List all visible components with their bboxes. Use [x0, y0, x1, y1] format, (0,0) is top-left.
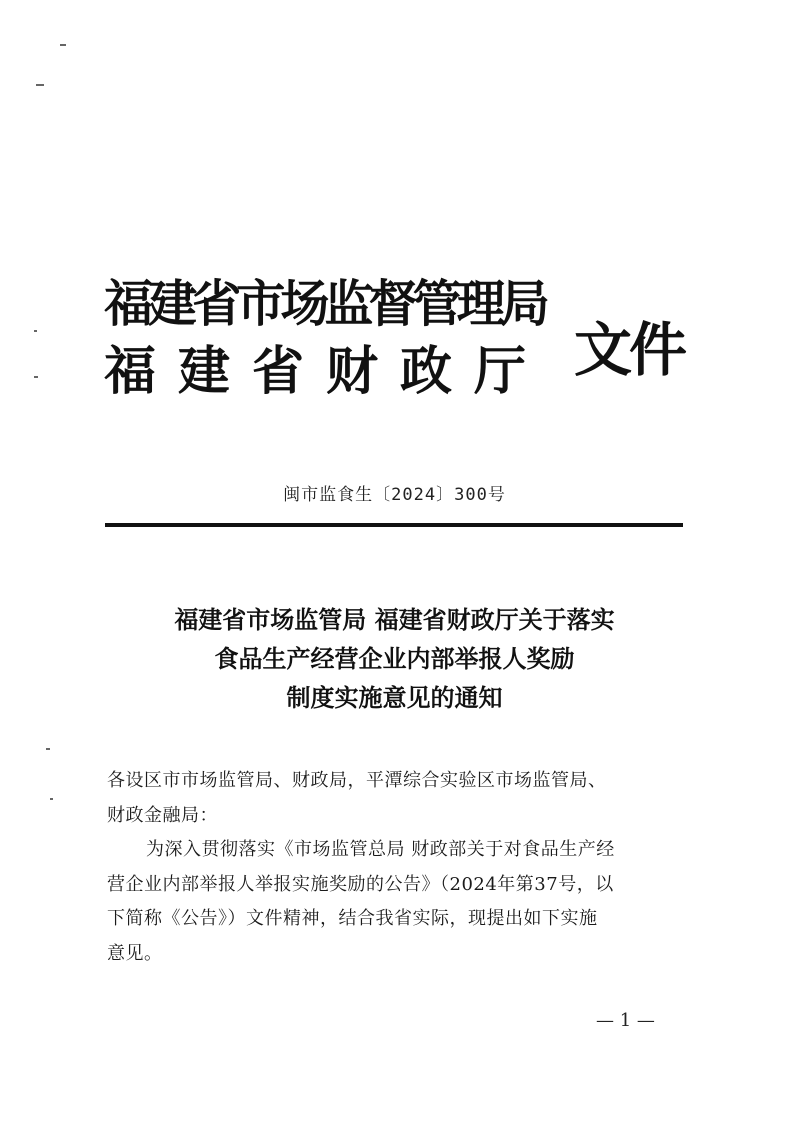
- scan-speck: [34, 330, 37, 332]
- scan-speck: [34, 376, 38, 378]
- document-body: [107, 764, 691, 971]
- paragraph-line: 下简称《公告》）文件精神，结合我省实际，现提出如下实施: [107, 908, 598, 929]
- issuer-name-finance: 福建省财政厅: [104, 341, 549, 402]
- salutation-line: 各设区市市场监管局、财政局，平潭综合实验区市场监管局、: [107, 770, 607, 791]
- page-number: — 1 —: [596, 1010, 655, 1031]
- header-divider: [105, 523, 683, 527]
- salutation-line: 财政金融局：: [107, 804, 218, 826]
- issuer-name-market-regulation: 福建省市场监督管理局: [104, 274, 545, 333]
- scan-speck: [36, 84, 44, 86]
- paragraph-line: 为深入贯彻落实《市场监管总局 财政部关于对食品生产经: [146, 839, 615, 860]
- document-header: [104, 268, 704, 428]
- document-type: 文件: [574, 316, 685, 384]
- paragraph-line: 营企业内部举报人举报实施奖励的公告》（2024年第37号，以: [107, 873, 614, 895]
- title-line: 食品生产经营企业内部举报人奖励: [214, 644, 575, 673]
- scan-speck: [60, 44, 66, 46]
- document-number: 闽市监食生〔2024〕300号: [283, 485, 506, 505]
- scan-speck: [46, 748, 50, 750]
- document-title: [0, 600, 789, 717]
- scan-speck: [50, 798, 53, 800]
- title-line: 制度实施意见的通知: [286, 683, 503, 712]
- title-line: 福建省市场监管局 福建省财政厅关于落实: [174, 605, 615, 634]
- paragraph-line: 意见。: [107, 942, 163, 964]
